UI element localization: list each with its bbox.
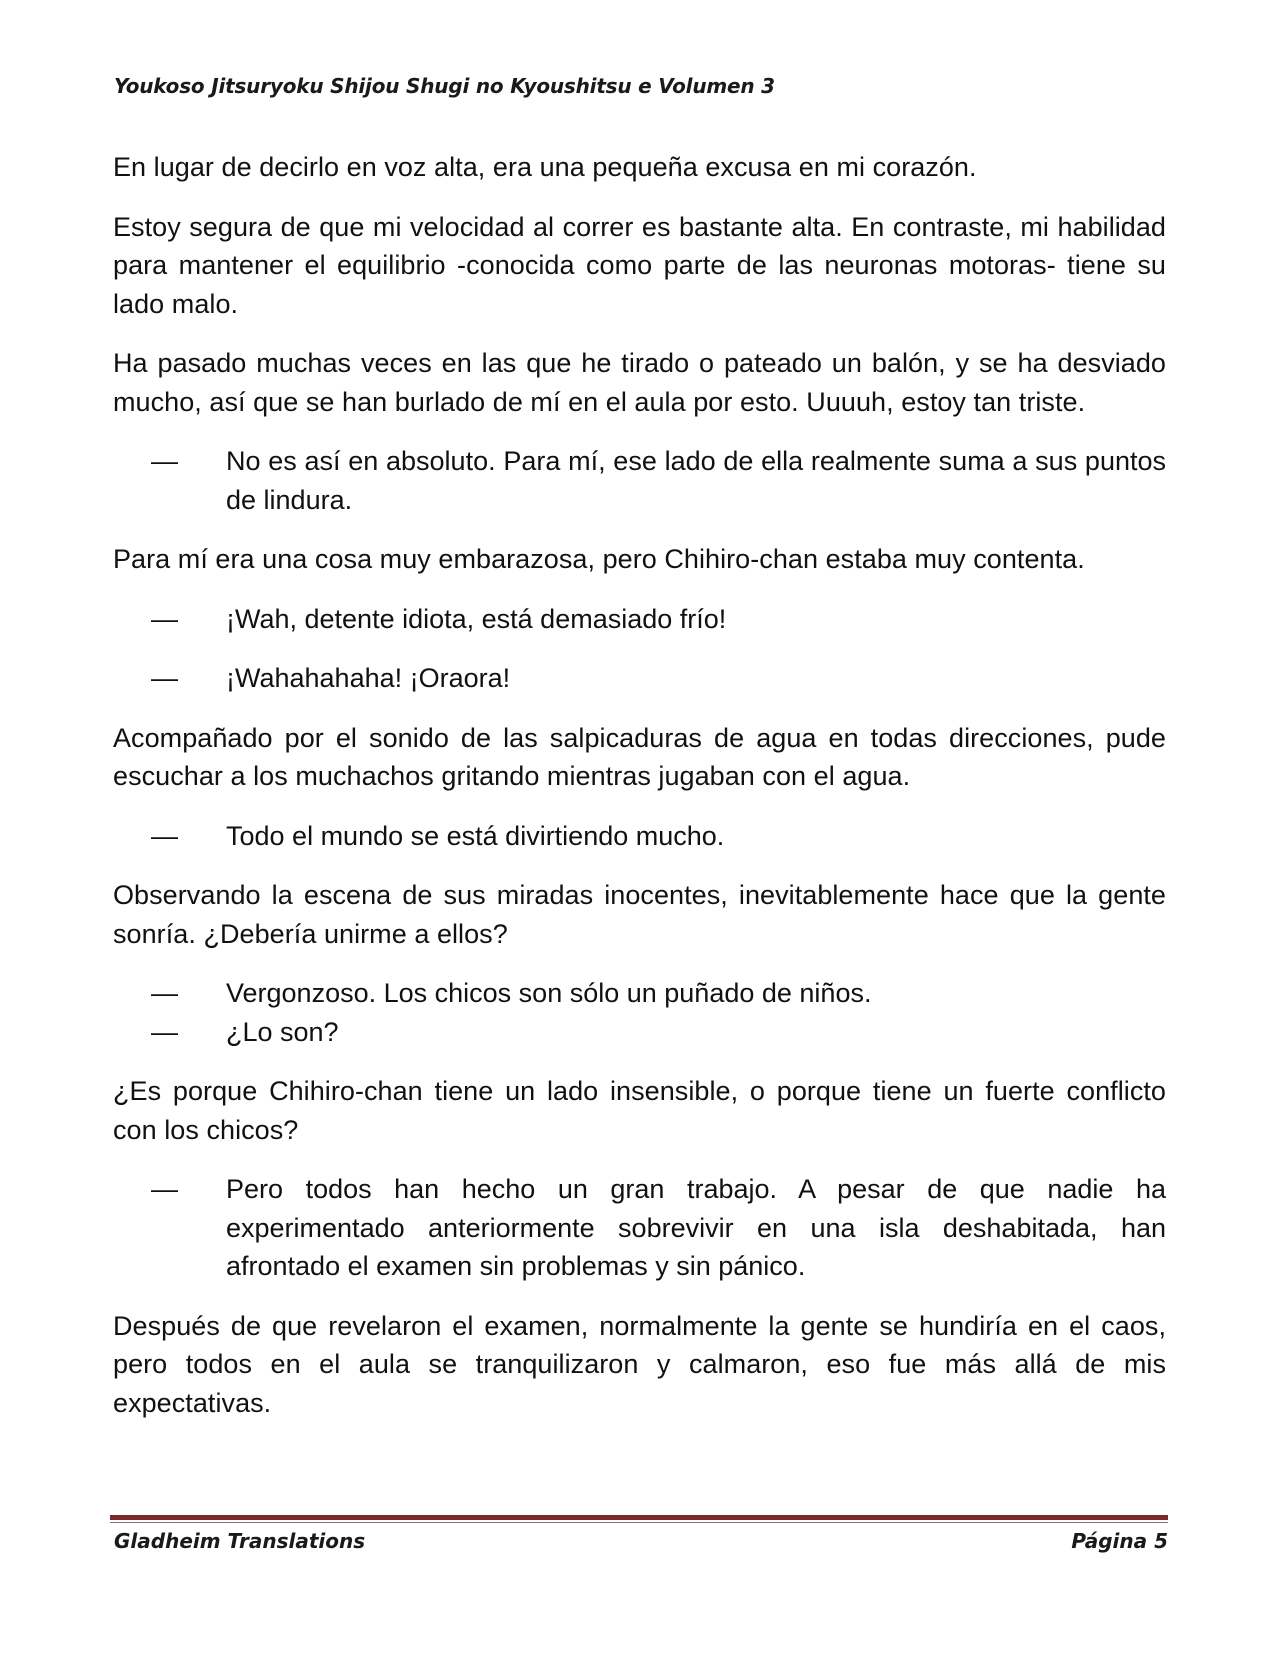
paragraph: ¿Es porque Chihiro-chan tiene un lado insensible, o porque tiene un fuerte conflicto con los chicos?: [113, 1076, 1166, 1145]
page-header-title: Youkoso Jitsuryoku Shijou Shugi no Kyoushitsu e Volumen 3: [114, 74, 775, 98]
dialogue-dash: —: [151, 446, 178, 476]
dialogue-dash: —: [151, 978, 178, 1008]
page-content: [113, 148, 1166, 1443]
dialogue-dash: —: [151, 663, 178, 693]
paragraph: Acompañado por el sonido de las salpicaduras de agua en todas direcciones, pude escuchar a los muchachos gritando mientras jugaban con el agua.: [113, 722, 1166, 791]
dialogue-dash: —: [151, 820, 178, 851]
paragraph: Para mí era una cosa muy embarazosa, pero Chihiro-chan estaba muy contenta.: [113, 544, 1085, 574]
paragraph: Ha pasado muchas veces en las que he tirado o pateado un balón, y se ha desviado mucho, así que se han burlado de mí en el aula por esto. Uuuuh, estoy tan triste.: [113, 348, 1166, 417]
dialogue-line: [151, 1170, 1166, 1286]
dialogue-text: Todo el mundo se está divirtiendo mucho.: [226, 820, 725, 851]
dialogue-line: [151, 1013, 1166, 1052]
footer-page-number: Página 5: [1071, 1529, 1168, 1553]
dialogue-line: [151, 442, 1166, 519]
dialogue-dash: —: [151, 603, 178, 634]
paragraph: Después de que revelaron el examen, normalmente la gente se hundiría en el caos, pero todos en el aula se tranquilizaron y calmaron, eso fue más allá de mis expectativas.: [113, 1310, 1166, 1418]
dialogue-line: [151, 600, 1166, 639]
paragraph: Observando la escena de sus miradas inocentes, inevitablemente hace que la gente sonría. ¿Debería unirme a ellos?: [113, 880, 1166, 949]
footer-divider-thin: [110, 1522, 1168, 1523]
dialogue-dash: —: [151, 1016, 178, 1047]
dialogue-text: ¿Lo son?: [226, 1016, 339, 1047]
dialogue-text: ¡Wahahahaha! ¡Oraora!: [226, 663, 511, 693]
dialogue-line: [151, 659, 1166, 698]
paragraph: Estoy segura de que mi velocidad al correr es bastante alta. En contraste, mi habilidad para mantener el equilibrio -conocida como parte de las neuronas motoras- tiene su lado malo.: [113, 211, 1166, 319]
dialogue-text: Pero todos han hecho un gran trabajo. A pesar de que nadie ha experimentado anteriormente sobrevivir en una isla deshabitada, han afrontado el examen sin problemas y sin pánico.: [226, 1174, 1166, 1281]
dialogue-text: No es así en absoluto. Para mí, ese lado de ella realmente suma a sus puntos de lindura.: [226, 446, 1166, 515]
footer-translator: Gladheim Translations: [114, 1529, 366, 1553]
dialogue-text: Vergonzoso. Los chicos son sólo un puñado de niños.: [226, 978, 872, 1008]
footer-divider: [110, 1515, 1168, 1520]
paragraph: En lugar de decirlo en voz alta, era una pequeña excusa en mi corazón.: [113, 152, 977, 182]
dialogue-line: [151, 974, 1166, 1013]
dialogue-dash: —: [151, 1174, 178, 1204]
dialogue-line: [151, 817, 1166, 856]
dialogue-text: ¡Wah, detente idiota, está demasiado frío!: [226, 603, 727, 634]
